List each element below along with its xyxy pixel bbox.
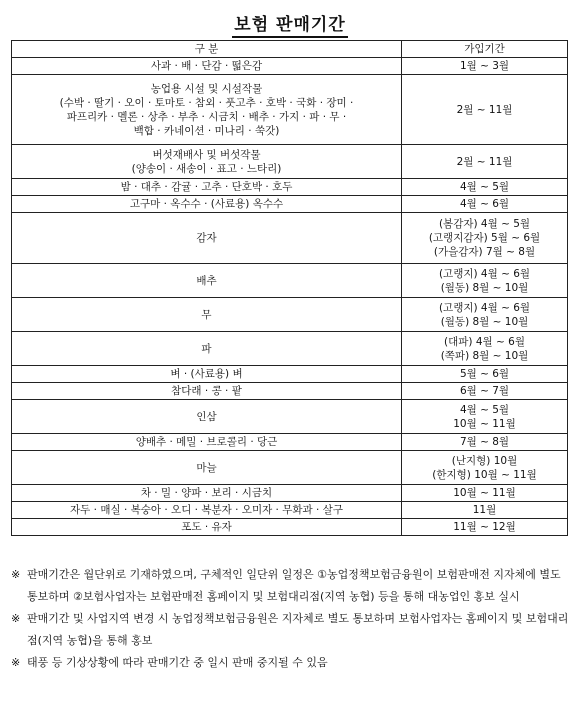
crop-line: 참다래 · 콩 · 팥	[171, 385, 242, 397]
period-cell	[402, 58, 568, 75]
crop-line: 농업용 시설 및 시설작물	[150, 82, 263, 95]
period-line: (대파) 4월 ~ 6월	[444, 335, 525, 348]
note-mark: ※	[11, 612, 21, 625]
header-period: 가입기간	[402, 41, 568, 58]
period-cell	[402, 332, 568, 366]
crop-cell	[12, 145, 402, 179]
period-line: 6월 ~ 7월	[459, 385, 510, 397]
crop-cell	[12, 179, 402, 196]
period-cell	[402, 519, 568, 536]
table-row	[12, 145, 568, 179]
sales-period-table	[11, 40, 568, 536]
crop-cell	[12, 298, 402, 332]
period-line: (월동) 8월 ~ 10월	[440, 315, 529, 328]
period-line: 2월 ~ 11월	[456, 155, 513, 168]
table-row	[12, 383, 568, 400]
period-line: 1월 ~ 3월	[459, 60, 510, 72]
crop-line: (수박 · 딸기 · 오이 · 토마토 · 참외 · 풋고추 · 호박 · 국화 · 장미 ·	[59, 96, 354, 109]
table-row	[12, 451, 568, 485]
table-row	[12, 264, 568, 298]
crop-cell	[12, 383, 402, 400]
note-mark: ※	[11, 656, 21, 669]
period-line: 11월	[472, 504, 497, 516]
period-cell	[402, 366, 568, 383]
crop-cell	[12, 332, 402, 366]
period-line: (난지형) 10월	[451, 454, 518, 467]
table-row	[12, 196, 568, 213]
note-item	[11, 608, 571, 652]
table-header-row	[12, 41, 568, 58]
period-cell	[402, 502, 568, 519]
period-line: (고랭지감자) 5월 ~ 6월	[428, 232, 541, 244]
crop-line: 사과 · 배 · 단감 · 떫은감	[150, 60, 263, 72]
period-cell	[402, 145, 568, 179]
period-line: (월동) 8월 ~ 10월	[440, 281, 529, 294]
period-line: (봄감자) 4월 ~ 5월	[438, 218, 531, 230]
period-line: (고랭지) 4월 ~ 6월	[438, 267, 531, 280]
crop-line: 양배추 · 메밀 · 브로콜리 · 당근	[135, 436, 278, 448]
table-row	[12, 400, 568, 434]
period-cell	[402, 400, 568, 434]
crop-line: 포도 · 유자	[181, 521, 232, 533]
crop-cell	[12, 434, 402, 451]
period-line: 10월 ~ 11월	[453, 417, 516, 430]
period-line: 2월 ~ 11월	[456, 103, 513, 116]
table-row	[12, 332, 568, 366]
period-cell	[402, 196, 568, 213]
table-row	[12, 58, 568, 75]
crop-line: 배추	[196, 274, 217, 287]
note-item	[11, 564, 571, 608]
crop-cell	[12, 519, 402, 536]
crop-cell	[12, 400, 402, 434]
period-line: (한지형) 10월 ~ 11월	[432, 468, 537, 481]
crop-line: 무	[201, 308, 212, 321]
period-line: 10월 ~ 11월	[453, 487, 516, 499]
note-text: 판매기간 및 사업지역 변경 시 농업정책보험금융원은 지자체로 별도 통보하며 보험사업자는 홈페이지 및 보험대리점(지역 농협)을 통해 홍보	[27, 612, 569, 647]
note-item	[11, 652, 571, 674]
crop-cell	[12, 75, 402, 145]
crop-line: 차 · 밀 · 양파 · 보리 · 시금치	[140, 487, 273, 499]
table-row	[12, 213, 568, 264]
note-text: 태풍 등 기상상황에 따라 판매기간 중 일시 판매 중지될 수 있음	[27, 656, 328, 669]
crop-cell	[12, 485, 402, 502]
page-title: 보험 판매기간	[0, 10, 580, 35]
period-line: 4월 ~ 5월	[459, 403, 510, 416]
crop-cell	[12, 58, 402, 75]
crop-cell	[12, 451, 402, 485]
period-line: (가을감자) 7월 ~ 8월	[433, 246, 536, 258]
crop-line: 자두 · 매실 · 복숭아 · 오디 · 복분자 · 오미자 · 무화과 · 살구	[70, 504, 343, 516]
note-text: 판매기간은 월단위로 기재하였으며, 구체적인 일단위 일정은 ①농업정책보험금융원이 보험판매전 지자체에 별도 통보하며 ②보험사업자는 보험판매전 홈페이지 및 보험대리점(지역 농협) 등을 통해 대농업인 홍보 실시	[27, 568, 561, 603]
period-line: 4월 ~ 6월	[459, 198, 510, 210]
crop-line: 파프리카 · 멜론 · 상추 · 부추 · 시금치 · 배추 · 가지 · 파 · 무 ·	[66, 110, 347, 123]
table-row	[12, 519, 568, 536]
table-row	[12, 366, 568, 383]
period-cell	[402, 179, 568, 196]
crop-line: 인삼	[196, 410, 217, 423]
period-cell	[402, 75, 568, 145]
table-row	[12, 485, 568, 502]
table-row	[12, 502, 568, 519]
period-line: 7월 ~ 8월	[459, 436, 510, 448]
crop-cell	[12, 502, 402, 519]
crop-line: 마늘	[196, 461, 217, 474]
crop-line: 버섯재배사 및 버섯작물	[152, 148, 261, 161]
table-row	[12, 434, 568, 451]
period-cell	[402, 383, 568, 400]
period-line: 4월 ~ 5월	[459, 181, 510, 193]
period-line: (고랭지) 4월 ~ 6월	[438, 301, 531, 314]
period-line: 11월 ~ 12월	[453, 521, 516, 533]
period-cell	[402, 298, 568, 332]
crop-line: (양송이 · 새송이 · 표고 · 느타리)	[131, 162, 282, 175]
period-cell	[402, 434, 568, 451]
crop-cell	[12, 264, 402, 298]
crop-cell	[12, 213, 402, 264]
crop-cell	[12, 196, 402, 213]
period-cell	[402, 451, 568, 485]
notes-section	[11, 564, 571, 674]
table-row	[12, 298, 568, 332]
period-cell	[402, 485, 568, 502]
crop-line: 백합 · 카네이션 · 미나리 · 쑥갓)	[133, 124, 280, 137]
period-line: (쪽파) 8월 ~ 10월	[440, 349, 529, 362]
crop-cell	[12, 366, 402, 383]
note-mark: ※	[11, 568, 21, 581]
crop-line: 파	[201, 342, 212, 355]
table-row	[12, 179, 568, 196]
table-row	[12, 75, 568, 145]
crop-line: 벼 · (사료용) 벼	[170, 368, 243, 380]
crop-line: 고구마 · 옥수수 · (사료용) 옥수수	[129, 198, 284, 210]
period-cell	[402, 213, 568, 264]
period-line: 5월 ~ 6월	[459, 368, 510, 380]
crop-line: 밤 · 대추 · 감귤 · 고추 · 단호박 · 호두	[120, 181, 293, 193]
header-category: 구 분	[12, 41, 402, 58]
crop-line: 감자	[196, 232, 217, 244]
period-cell	[402, 264, 568, 298]
